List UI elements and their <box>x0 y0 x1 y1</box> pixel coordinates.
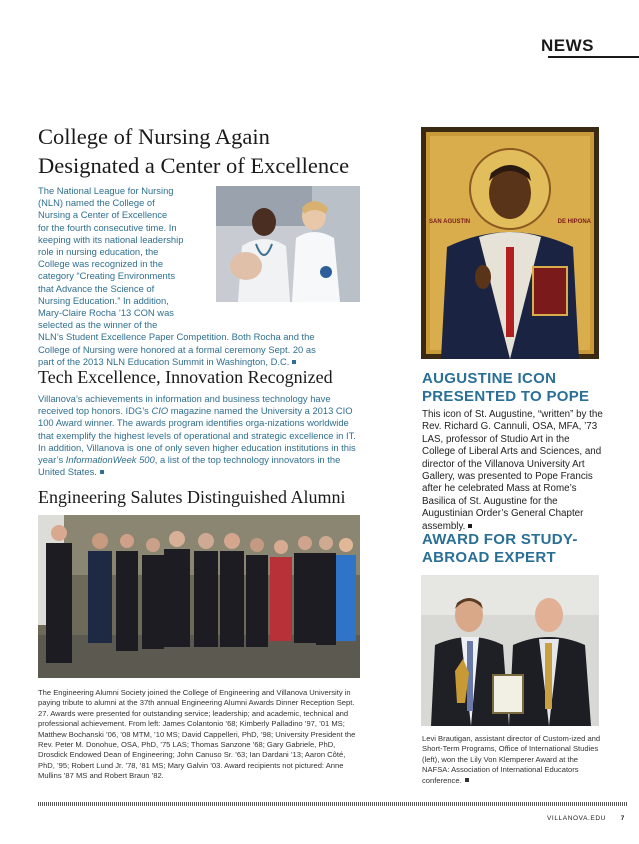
icon-inscription-left: SAN AGUSTIN <box>429 219 471 225</box>
nursing-line: Mary-Claire Rocha ’13 CON was <box>38 307 174 319</box>
engineering-group-photo <box>38 515 360 678</box>
end-mark-icon <box>468 524 472 528</box>
section-label: NEWS <box>541 36 594 55</box>
nursing-line: for the fourth consecutive time. In <box>38 221 177 233</box>
end-mark-icon <box>292 360 296 364</box>
nursing-headline-line2: Designated a Center of Excellence <box>38 153 350 178</box>
augustine-icon-painting <box>421 127 599 359</box>
nursing-line: part of the 2013 NLN Education Summit in Washington, D.C. <box>38 356 358 368</box>
cio-magazine-name: CIO <box>151 405 169 417</box>
tech-headline: Tech Excellence, Innovation Recognized <box>38 367 333 387</box>
nursing-headline-line1: College of Nursing Again <box>38 124 270 149</box>
footer-rule <box>38 802 628 806</box>
nursing-line: (NLN) named the College of <box>38 197 155 209</box>
award-photo <box>421 575 599 726</box>
engineering-caption: The Engineering Alumni Society joined the College of Engineering and Villanova University in paying tribute to alumni at the 37th annual Engineering Alumni Awards Dinner Reception Sept. 27. Awards were presented for outstanding service; leadership; and academic, technical and professional achievement. From left: James Colantonio ’68; Kimberly Palladino ’97, ’01 MS; Matthew Bochanski ’06, ’08 MTM, ’10 MS; David Cappelleri, PhD, ’98; University President the Rev. Peter M. Donohue, OSA, PhD, ’75 LAS; Thomas Sanzone ’68; Gary Gabriele, PhD, Drosdick Endowed Dean of Engineering; John Canuso Sr. ’63; Ian Dardani ’13; Aaron Côté, PhD, ’95; Robert Lund Jr. ’78, ’81 MS; Mary Galvin ’03. Award recipients not pictured: Anne Mullins ’87 MS and Robert Braun ’82. <box>38 688 356 781</box>
footer <box>547 815 625 822</box>
end-mark-icon <box>465 778 469 782</box>
nursing-line: that Advance the Science of <box>38 282 155 294</box>
informationweek-name: InformationWeek 500 <box>65 454 155 466</box>
icon-inscription-right: DE HIPONA <box>557 219 591 225</box>
nursing-photo-image <box>216 186 360 302</box>
nursing-headline <box>38 122 378 180</box>
augustine-body: This icon of St. Augustine, “written” by the Rev. Richard G. Cannuli, OSA, MFA, ’73 LAS, professor of Studio Art in the College of Liberal Arts and Sciences, and director of the Villanova University Art Gallery, was presented to Pope Francis after he celebrated Mass at Rome’s Basilica of St. Augustine for the Augustinian Order’s General Chapter assembly. <box>422 409 603 532</box>
nursing-line: category “Creating Environments <box>38 270 176 282</box>
augustine-headline: AUGUSTINE ICON PRESENTED TO POPE <box>422 370 590 405</box>
page-number: 7 <box>620 815 625 822</box>
award-photo-image <box>421 575 599 726</box>
nursing-line: NLN’s Student Excellence Paper Competition. Both Rocha and the <box>38 331 315 343</box>
nursing-line: keeping with its national leadership <box>38 233 184 245</box>
nursing-line: College was recognized in the <box>38 258 164 270</box>
section-rule <box>548 56 639 58</box>
icon-painting-image <box>421 127 599 359</box>
tech-body: Villanova’s achievements in information and business technology have received top honors. IDG’s CIO magazine named the University a 2013 CIO 100 Award winner. The awards program identifies orga-nizations worldwide that exemplify the highest levels of operational and strategic excellence in IT. In addition, Villanova is one of only seven higher education institutions in this year’s InformationWeek 500, a list of the top technology innovators in the United States. <box>38 393 356 478</box>
award-headline: AWARD FOR STUDY-ABROAD EXPERT <box>422 531 578 566</box>
nursing-line: Nursing a Center of Excellence <box>38 209 168 221</box>
award-caption: Levi Brautigan, assistant director of Custom-ized and Short-Term Programs, Office of International Studies (left), won the Lily Von Klemperer Award at the NAFSA: Association of International Educators conference. <box>422 734 601 785</box>
footer-site: VILLANOVA.EDU <box>546 815 606 822</box>
nursing-line: role in nursing education, the <box>38 246 159 258</box>
nursing-line: Nursing Education.” In addition, <box>38 294 169 306</box>
group-photo-image <box>38 515 360 678</box>
nursing-line: The National League for Nursing <box>38 185 174 196</box>
end-mark-icon <box>100 470 104 474</box>
nursing-line: selected as the winner of the <box>38 319 158 331</box>
engineering-headline: Engineering Salutes Distinguished Alumni <box>38 487 346 507</box>
nursing-photo <box>216 186 360 302</box>
nursing-line: College of Nursing were honored at a formal ceremony Sept. 20 as <box>38 343 316 355</box>
